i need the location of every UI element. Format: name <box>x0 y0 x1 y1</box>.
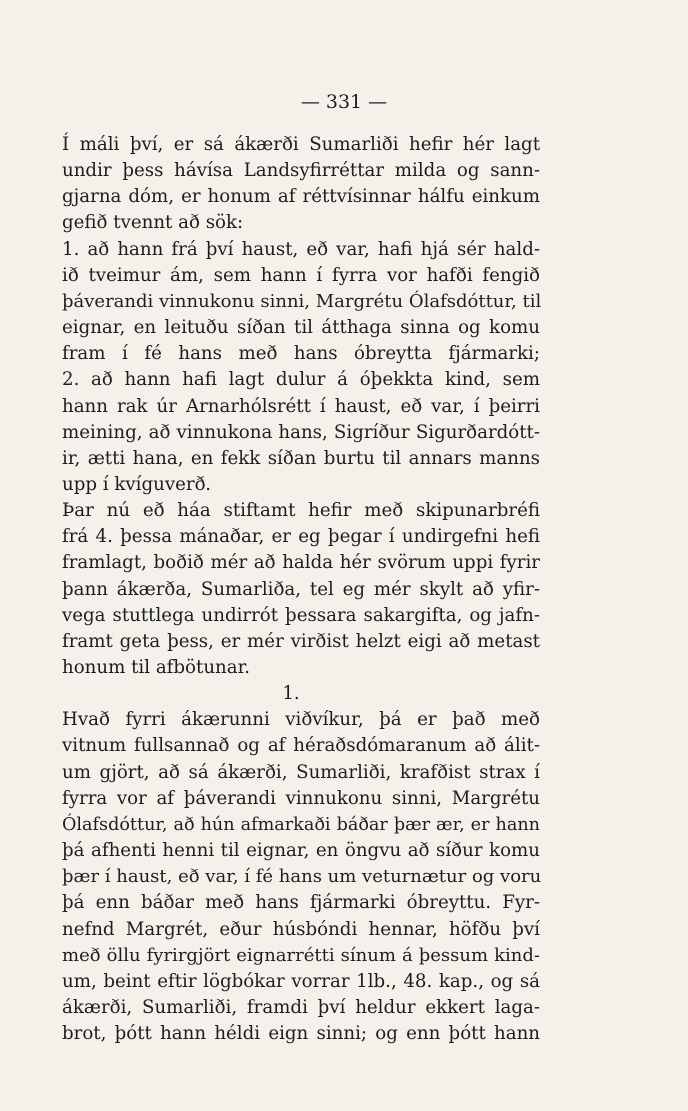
text-line: nefnd Margrét, eður húsbóndi hennar, höfðu því <box>62 918 540 940</box>
text-line: þá enn báðar með hans fjármarki óbreyttu. Fyr- <box>62 892 540 914</box>
text-line: þá afhenti henni til eignar, en öngvu að síður komu <box>62 840 540 862</box>
text-line: þáverandi vinnukonu sinni, Margrétu Ólafsdóttur, til <box>62 290 542 312</box>
text-line: ið tveimur ám, sem hann í fyrra vor hafði fengið <box>62 264 540 286</box>
text-line: ir, ætti hana, en fekk síðan burtu til annars manns <box>62 447 540 469</box>
text-line: hann rak úr Arnarhólsrétt í haust, eð var, í þeirri <box>62 395 540 417</box>
text-line: um, beint eftir lögbókar vorrar 1lb., 48. kap., og sá <box>62 970 540 992</box>
text-line: 1. að hann frá því haust, eð var, hafi hjá sér hald- <box>62 238 540 260</box>
text-line: gjarna dóm, er honum af réttvísinnar hálfu einkum <box>62 186 540 208</box>
text-line: meining, að vinnukona hans, Sigríður Sigurðardótt- <box>62 421 540 443</box>
text-line: framt geta þess, er mér virðist helzt eigi að metast <box>62 630 540 652</box>
text-line: Hvað fyrri ákærunni viðvíkur, þá er það með <box>62 709 540 731</box>
text-line: þær í haust, eð var, í fé hans um veturnætur og voru <box>62 866 542 888</box>
page-number: — 331 — <box>300 91 388 113</box>
text-line: upp í kvíguverð. <box>62 473 211 495</box>
text-line: fram í fé hans með hans óbreytta fjármarki; <box>62 343 540 365</box>
text-line: honum til afbötunar. <box>62 657 251 678</box>
text-line: ákærði, Sumarliði, framdi því heldur ekkert laga- <box>62 996 540 1018</box>
text-line: vega stuttlega undirrót þessara sakargifta, og jafn- <box>62 604 540 626</box>
text-line: eignar, en leituðu síðan til átthaga sinna og komu <box>62 317 540 339</box>
text-line: undir þess hávísa Landsyfirréttar milda og sann- <box>62 160 540 182</box>
text-line: framlagt, boðið mér að halda hér svörum uppi fyrir <box>62 552 540 574</box>
text-line: 2. að hann hafi lagt dulur á óþekkta kind, sem <box>62 369 540 391</box>
text-line: vitnum fullsannað og af héraðsdómaranum að álit- <box>62 735 540 757</box>
text-line: fyrra vor af þáverandi vinnukonu sinni, Margrétu <box>62 787 540 809</box>
text-line: brot, þótt hann héldi eign sinni; og enn þótt hann <box>62 1023 540 1045</box>
text-line: gefið tvennt að sök: <box>62 212 244 234</box>
text-line: Þar nú eð háa stiftamt hefir með skipunarbréfi <box>62 500 540 522</box>
text-line: frá 4. þessa mánaðar, er eg þegar í undirgefni hefi <box>62 526 540 548</box>
section-number: 1. <box>282 683 300 705</box>
text-line: Í máli því, er sá ákærði Sumarliði hefir hér lagt <box>62 134 540 155</box>
text-line: um gjört, að sá ákærði, Sumarliði, krafðist strax í <box>62 761 540 783</box>
text-line: þann ákærða, Sumarliða, tel eg mér skylt að yfir- <box>62 578 540 600</box>
text-line: Ólafsdóttur, að hún afmarkaði báðar þær ær, er hann <box>62 814 540 835</box>
text-line: með öllu fyrirgjört eignarrétti sínum á þessum kind- <box>62 944 540 966</box>
